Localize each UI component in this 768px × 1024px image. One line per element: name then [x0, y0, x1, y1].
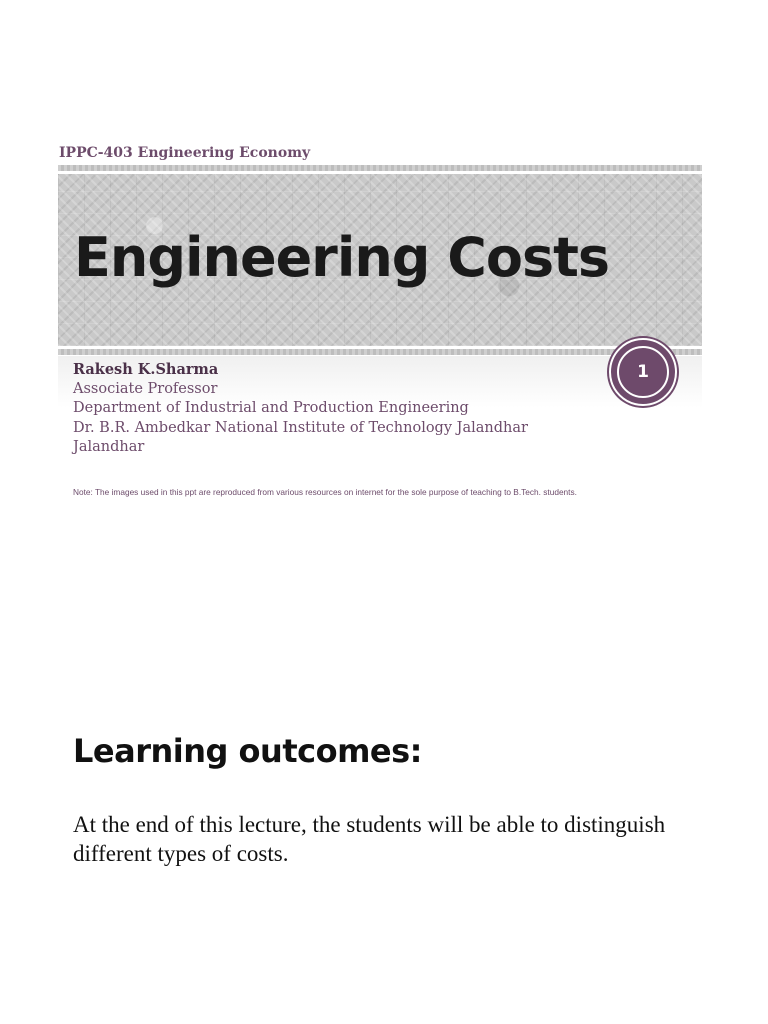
author-details	[73, 360, 528, 458]
slide-title: Engineering Costs	[74, 226, 610, 289]
image-credit-note: Note: The images used in this ppt are reproduced from various resources on internet for the sole purpose of teaching to B.Tech. students.	[73, 487, 577, 497]
course-code: IPPC-403 Engineering Economy	[59, 145, 311, 161]
author-institute: Dr. B.R. Ambedkar National Institute of Technology Jalandhar	[73, 419, 528, 436]
author-designation: Associate Professor	[73, 380, 218, 397]
title-banner-top-stripe	[58, 165, 702, 171]
author-city: Jalandhar	[73, 439, 145, 455]
title-banner-bottom-stripe	[58, 349, 702, 355]
author-department: Department of Industrial and Production Engineering	[73, 400, 469, 416]
author-name: Rakesh K.Sharma	[73, 361, 219, 378]
slide-number-badge	[609, 338, 677, 406]
title-banner	[58, 174, 702, 346]
learning-outcomes-text: At the end of this lecture, the students will be able to distinguish different types of costs.	[73, 812, 666, 866]
slide-number: 1	[617, 346, 669, 398]
learning-outcomes-heading: Learning outcomes:	[73, 732, 422, 770]
